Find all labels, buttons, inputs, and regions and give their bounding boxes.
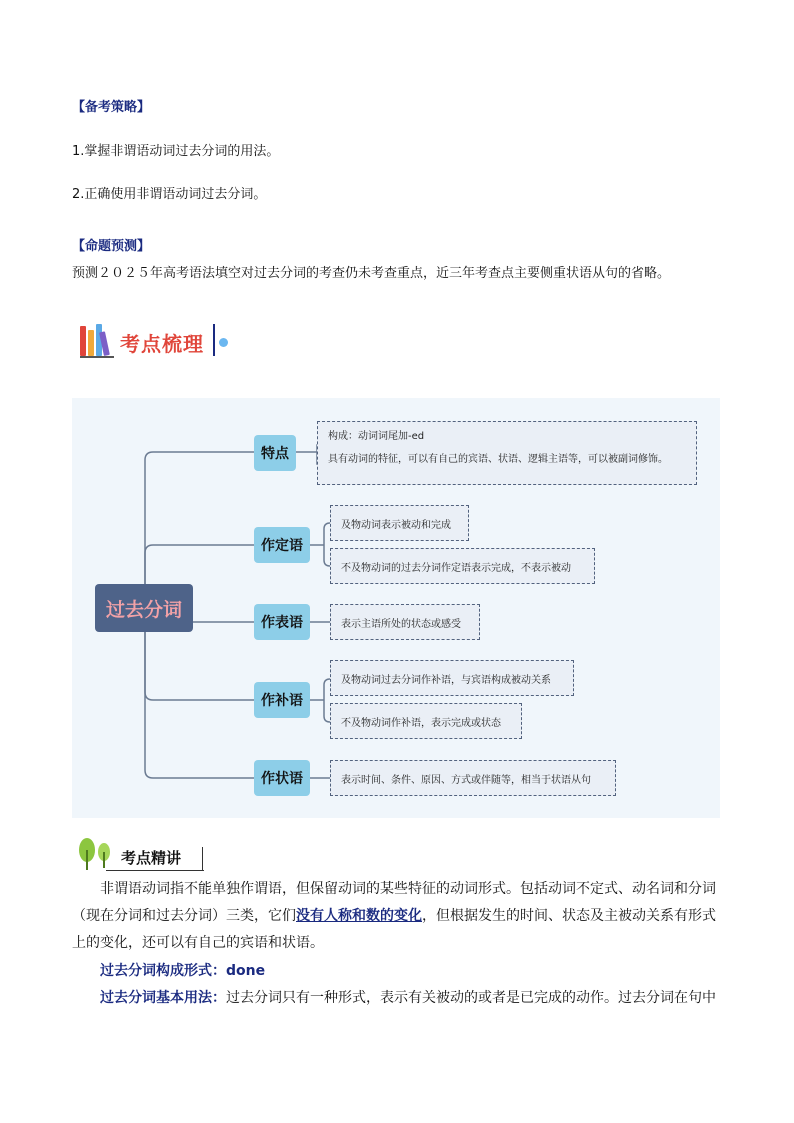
branch-attributive: 作定语 xyxy=(254,527,310,563)
leaf-features-2: 具有动词的特征，可以有自己的宾语、状语、逻辑主语等，可以被副词修饰。 xyxy=(328,454,668,465)
leaf-features xyxy=(317,421,697,485)
mindmap-root: 过去分词 xyxy=(95,584,193,632)
leaf-adverbial-1: 表示时间、条件、原因、方式或伴随等，相当于状语从句 xyxy=(330,760,616,796)
section-heading-review xyxy=(80,318,240,362)
section-title-review: 考点梳理 xyxy=(120,332,204,356)
usage-line xyxy=(100,985,716,1012)
strategy-item-1: 1.掌握非谓语动词过去分词的用法。 xyxy=(72,144,280,159)
strategy-item-2: 2.正确使用非谓语动词过去分词。 xyxy=(72,187,267,202)
intro-text-b: ，但根据发生的时间、状态及主被动关系有形式上的变化，还可以有自己的宾语和状语。 xyxy=(72,908,716,951)
branch-features: 特点 xyxy=(254,435,296,471)
usage-text: 过去分词只有一种形式，表示有关被动的或者是已完成的动作。过去分词在句中 xyxy=(226,990,716,1006)
leaf-attributive-2: 不及物动词的过去分词作定语表示完成，不表示被动 xyxy=(330,548,595,584)
branch-adverbial: 作状语 xyxy=(254,760,310,796)
prediction-heading: 【命题预测】 xyxy=(72,239,151,254)
form-value: done xyxy=(226,963,266,979)
form-label: 过去分词构成形式： xyxy=(100,963,226,979)
usage-label: 过去分词基本用法： xyxy=(100,990,226,1006)
intro-emphasis: 没有人称和数的变化 xyxy=(296,908,422,924)
trees-icon xyxy=(76,836,116,872)
cursor-bar xyxy=(202,847,203,871)
leaf-complement-1: 及物动词过去分词作补语，与宾语构成被动关系 xyxy=(330,660,574,696)
branch-predicative: 作表语 xyxy=(254,604,310,640)
title-underline xyxy=(106,870,204,871)
leaf-predicative-1: 表示主语所处的状态或感受 xyxy=(330,604,480,640)
dot-icon xyxy=(219,338,228,347)
cursor-bar xyxy=(213,324,215,356)
section-title-explain: 考点精讲 xyxy=(121,849,182,867)
intro-paragraph xyxy=(72,876,723,957)
leaf-complement-2: 不及物动词作补语，表示完成或状态 xyxy=(330,703,522,739)
leaf-features-1: 构成：动词词尾加-ed xyxy=(328,431,425,442)
form-line xyxy=(100,958,265,985)
intro-text-a: 非谓语动词指不能单独作谓语，但保留动词的某些特征的动词形式。包括动词不定式、动名词和分词（现在分词和过去分词）三类，它们 xyxy=(72,881,716,924)
branch-complement: 作补语 xyxy=(254,682,310,718)
strategy-heading: 【备考策略】 xyxy=(72,100,151,115)
section-heading-explain xyxy=(76,836,216,872)
prediction-text: 预测２０２５年高考语法填空对过去分词的考查仍未考查重点，近三年考查点主要侧重状语从句的省略。 xyxy=(72,266,671,281)
mindmap xyxy=(72,398,720,818)
leaf-attributive-1: 及物动词表示被动和完成 xyxy=(330,505,469,541)
